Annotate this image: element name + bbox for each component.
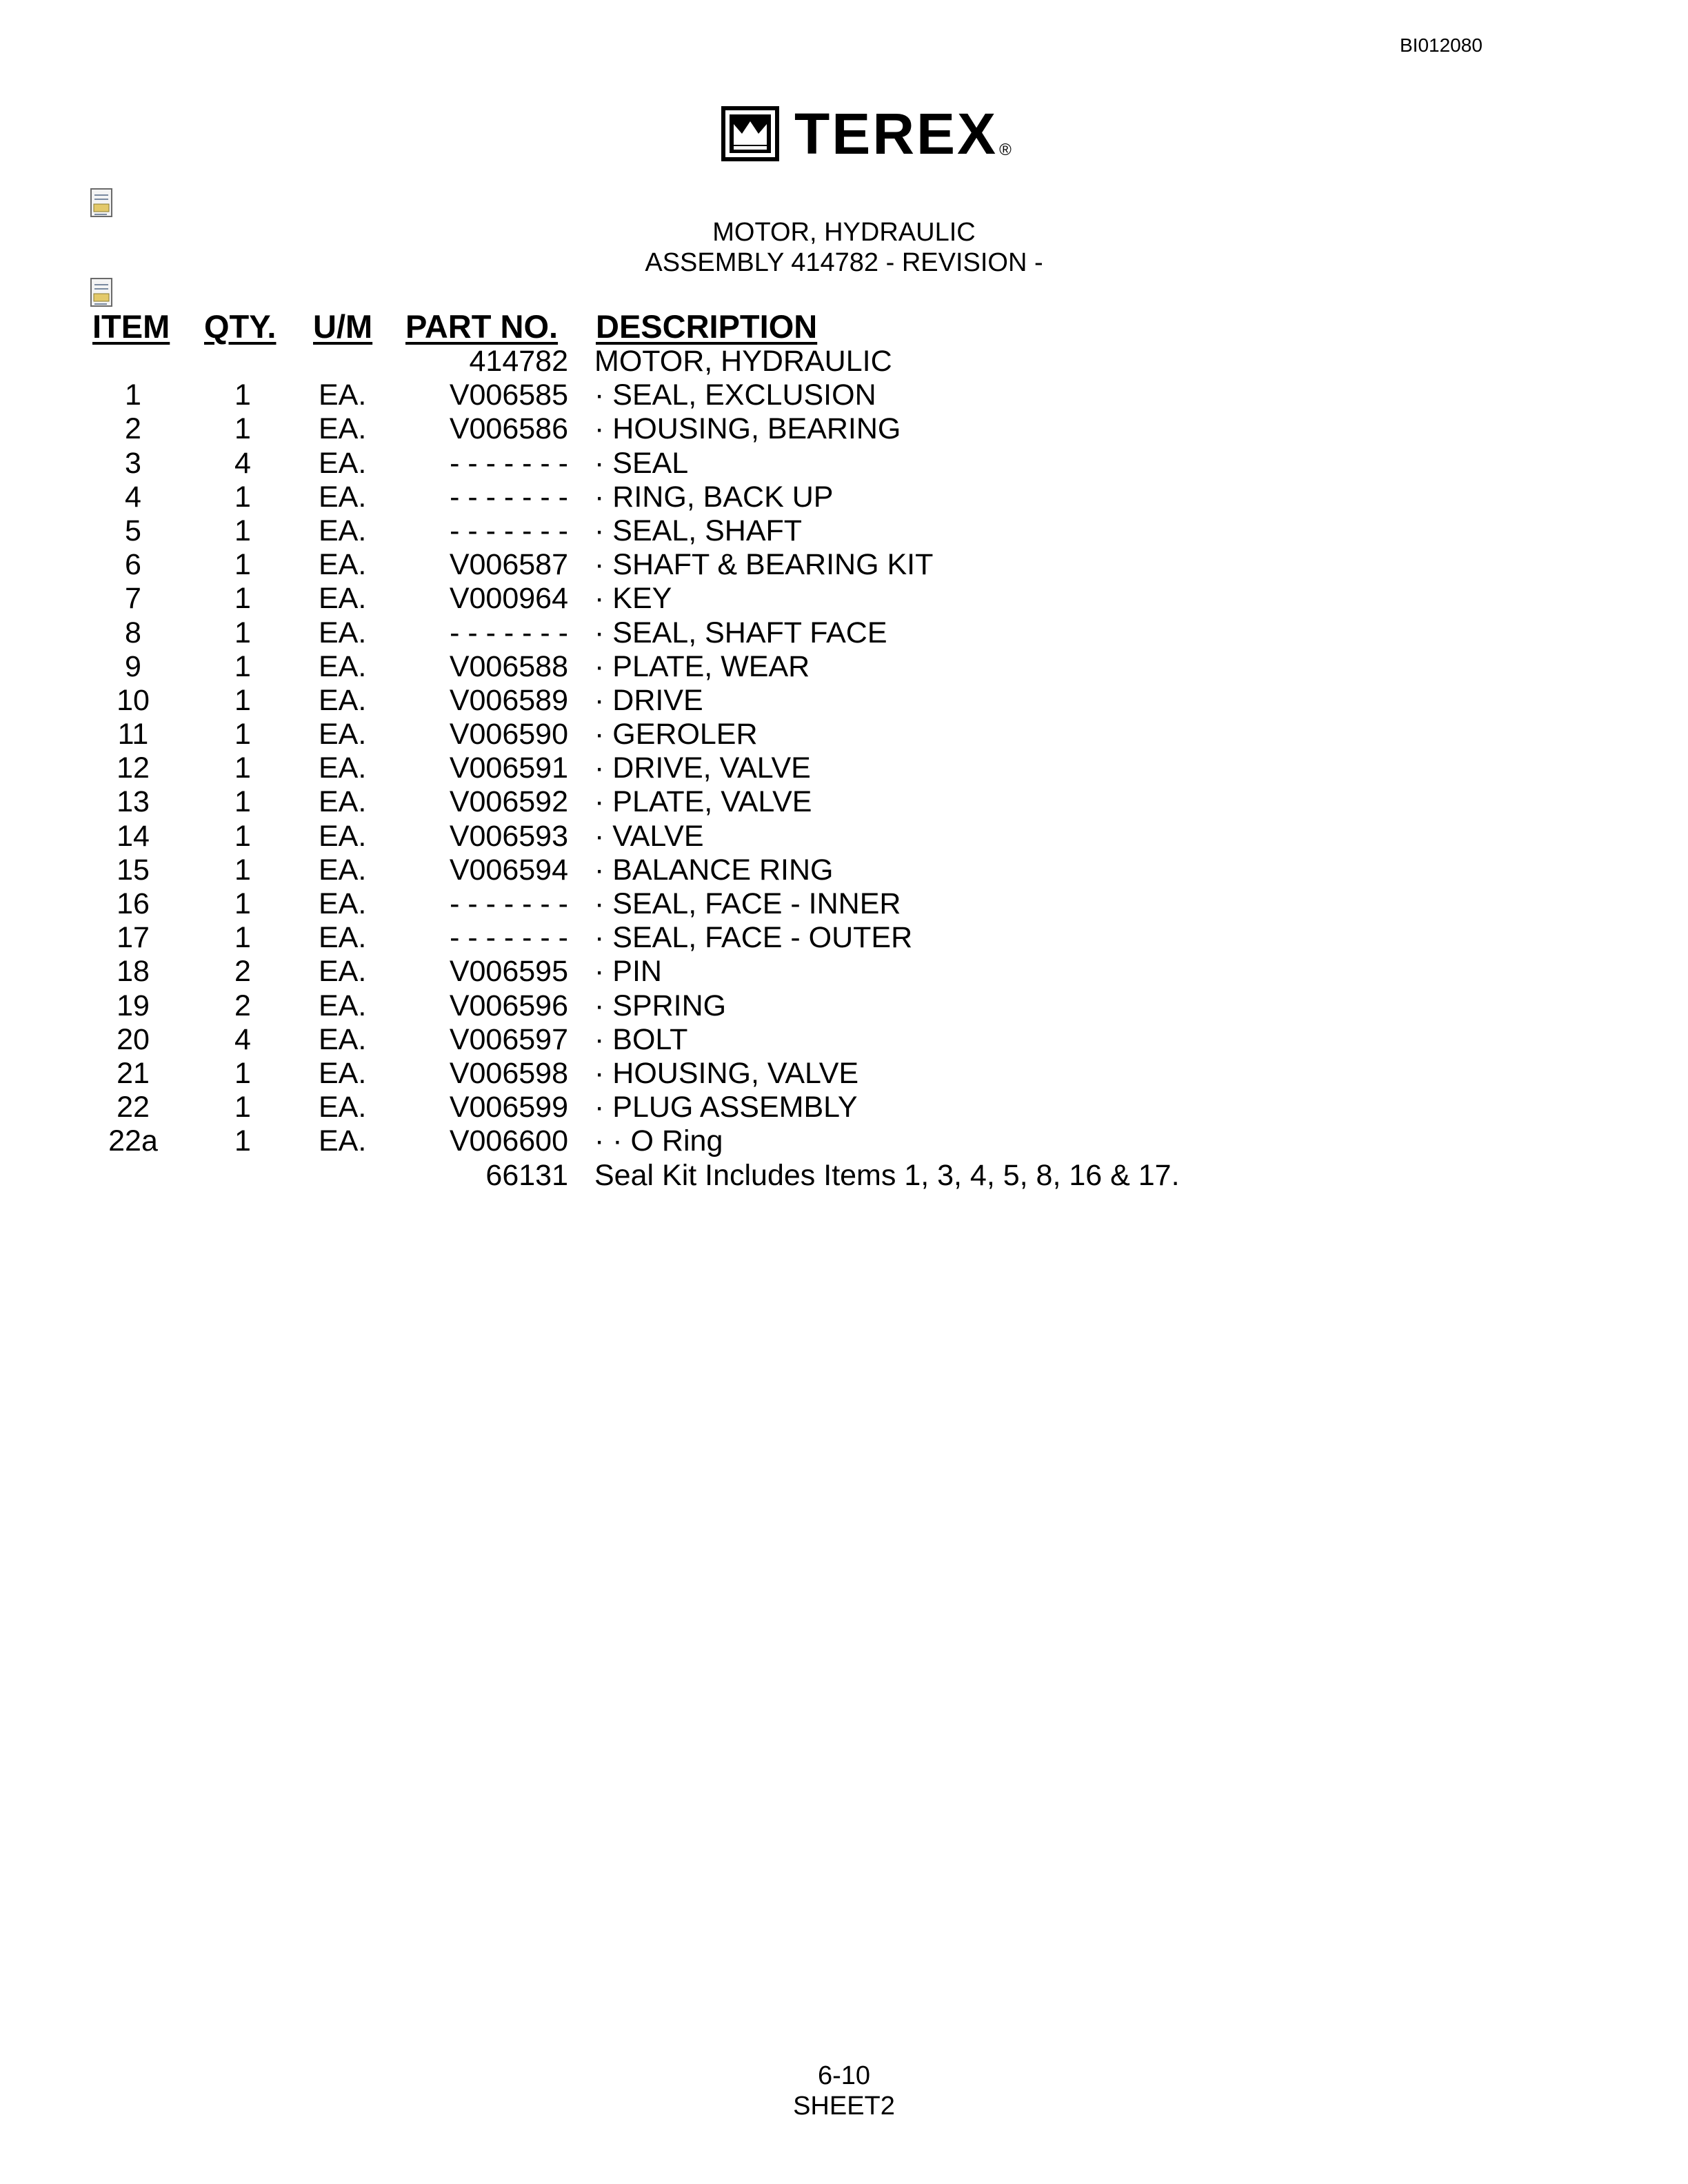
document-id: BI012080 [1400,34,1483,56]
qty-cell: 2 [234,989,251,1022]
item-cell: 19 [117,989,150,1022]
document-note-icon[interactable] [90,277,117,309]
qty-cell: 1 [234,1091,251,1124]
terex-crown-icon [721,106,779,161]
qty-cell: 4 [234,446,251,480]
item-cell: 3 [125,446,141,480]
um-cell: EA. [319,649,367,683]
item-cell: 7 [125,582,141,616]
um-cell: EA. [319,412,367,446]
part-no-cell: V006598 [449,1056,568,1090]
part-no-cell: - - - - - - - [450,887,568,920]
um-cell: EA. [319,921,367,955]
qty-cell: 1 [234,1056,251,1090]
qty-cell: 1 [234,548,251,582]
item-cell: 8 [125,616,141,649]
description-cell: · SEAL, FACE - OUTER [594,921,913,955]
um-cell: EA. [319,1056,367,1090]
part-no-cell: 414782 [469,345,568,378]
item-cell: 16 [117,887,150,920]
table-row [0,582,1688,616]
table-row [0,751,1688,785]
table-header [0,307,1688,349]
table-row [0,1057,1688,1091]
item-cell: 18 [117,955,150,989]
part-no-cell: V006597 [449,1022,568,1056]
item-cell: 1 [125,378,141,412]
qty-cell: 1 [234,718,251,751]
description-cell: · PLATE, VALVE [594,785,812,819]
part-no-cell: V006591 [449,751,568,785]
qty-cell: 1 [234,616,251,649]
description-cell: · KEY [594,582,672,616]
item-cell: 2 [125,412,141,446]
item-cell: 22a [108,1124,158,1158]
um-cell: EA. [319,582,367,616]
table-row [0,650,1688,684]
item-cell: 4 [125,480,141,514]
part-no-cell: 66131 [485,1158,568,1192]
part-no-cell: - - - - - - - [450,446,568,480]
item-cell: 5 [125,514,141,547]
description-cell: · HOUSING, BEARING [594,412,901,446]
table-row [0,820,1688,853]
qty-cell: 1 [234,1124,251,1158]
part-no-cell: V000964 [449,582,568,616]
table-row [0,345,1688,378]
description-cell: MOTOR, HYDRAULIC [594,345,892,378]
table-row [0,1124,1688,1158]
qty-cell: 1 [234,649,251,683]
item-cell: 12 [117,751,150,785]
table-row [0,447,1688,481]
item-cell: 22 [117,1091,150,1124]
part-no-cell: - - - - - - - [450,480,568,514]
part-no-cell: V006590 [449,718,568,751]
table-row [0,412,1688,446]
description-cell: · · O Ring [594,1124,723,1158]
table-row [0,887,1688,921]
table-row [0,853,1688,887]
qty-cell: 1 [234,514,251,547]
qty-cell: 1 [234,582,251,616]
table-row [0,955,1688,989]
table-row [0,718,1688,751]
description-cell: · PLATE, WEAR [594,649,810,683]
qty-cell: 1 [234,887,251,920]
description-cell: Seal Kit Includes Items 1, 3, 4, 5, 8, 16 & 17. [594,1158,1180,1192]
description-cell: · GEROLER [594,718,758,751]
registered-mark: ® [999,141,1012,159]
qty-cell: 1 [234,785,251,819]
description-cell: · PIN [594,955,662,989]
description-cell: · SEAL, SHAFT [594,514,803,547]
qty-cell: 2 [234,955,251,989]
description-cell: · VALVE [594,819,704,853]
um-cell: EA. [319,548,367,582]
um-cell: EA. [319,718,367,751]
qty-cell: 1 [234,412,251,446]
part-no-cell: V006585 [449,378,568,412]
document-note-icon[interactable] [90,188,117,219]
description-cell: · SHAFT & BEARING KIT [594,548,934,582]
um-cell: EA. [319,887,367,920]
qty-cell: 1 [234,921,251,955]
part-no-cell: V006587 [449,548,568,582]
column-header-um: U/M [313,308,373,345]
item-cell: 13 [117,785,150,819]
description-cell: · SEAL [594,446,689,480]
part-no-cell: - - - - - - - [450,616,568,649]
item-cell: 10 [117,683,150,717]
logo-wordmark: TEREX [794,101,998,166]
description-cell: · SEAL, FACE - INNER [594,887,901,920]
description-cell: · BOLT [594,1022,688,1056]
column-header-item: ITEM [92,308,170,345]
description-cell: · RING, BACK UP [594,480,834,514]
qty-cell: 1 [234,819,251,853]
um-cell: EA. [319,683,367,717]
column-header-qty: QTY. [204,308,277,345]
table-row [0,1023,1688,1057]
description-cell: · SEAL, EXCLUSION [594,378,876,412]
part-no-cell: V006600 [449,1124,568,1158]
table-row [0,616,1688,650]
qty-cell: 4 [234,1022,251,1056]
description-cell: · DRIVE [594,683,703,717]
part-no-cell: - - - - - - - [450,921,568,955]
part-no-cell: V006586 [449,412,568,446]
document-subtitle: ASSEMBLY 414782 - REVISION - [645,248,1043,277]
table-row [0,481,1688,514]
item-cell: 21 [117,1056,150,1090]
item-cell: 11 [117,718,149,751]
part-no-cell: V006592 [449,785,568,819]
qty-cell: 1 [234,751,251,785]
table-row [0,1159,1688,1193]
qty-cell: 1 [234,480,251,514]
item-cell: 15 [117,853,150,887]
item-cell: 6 [125,548,141,582]
item-cell: 17 [117,921,150,955]
parts-table [0,345,1688,1193]
um-cell: EA. [319,1022,367,1056]
description-cell: · BALANCE RING [594,853,834,887]
item-cell: 20 [117,1022,150,1056]
terex-logo [721,101,1012,166]
description-cell: · HOUSING, VALVE [594,1056,859,1090]
um-cell: EA. [319,514,367,547]
um-cell: EA. [319,446,367,480]
description-cell: · SPRING [594,989,727,1022]
table-row [0,785,1688,819]
part-no-cell: V006594 [449,853,568,887]
um-cell: EA. [319,955,367,989]
qty-cell: 1 [234,683,251,717]
um-cell: EA. [319,1091,367,1124]
column-header-description: DESCRIPTION [596,308,818,345]
column-header-part-no: PART NO. [405,308,559,345]
part-no-cell: V006599 [449,1091,568,1124]
item-cell: 9 [125,649,141,683]
um-cell: EA. [319,785,367,819]
um-cell: EA. [319,989,367,1022]
item-cell: 14 [117,819,150,853]
um-cell: EA. [319,751,367,785]
um-cell: EA. [319,480,367,514]
description-cell: · PLUG ASSEMBLY [594,1091,858,1124]
table-row [0,921,1688,955]
part-no-cell: V006593 [449,819,568,853]
table-row [0,378,1688,412]
sheet-label: SHEET2 [793,2092,895,2121]
qty-cell: 1 [234,378,251,412]
um-cell: EA. [319,1124,367,1158]
part-no-cell: - - - - - - - [450,514,568,547]
um-cell: EA. [319,616,367,649]
description-cell: · DRIVE, VALVE [594,751,811,785]
page-number: 6-10 [817,2061,871,2090]
part-no-cell: V006595 [449,955,568,989]
table-row [0,684,1688,718]
document-title: MOTOR, HYDRAULIC [712,218,976,247]
um-cell: EA. [319,819,367,853]
qty-cell: 1 [234,853,251,887]
table-row [0,1091,1688,1124]
um-cell: EA. [319,853,367,887]
table-row [0,548,1688,582]
um-cell: EA. [319,378,367,412]
part-no-cell: V006588 [449,649,568,683]
table-row [0,989,1688,1023]
part-no-cell: V006596 [449,989,568,1022]
description-cell: · SEAL, SHAFT FACE [594,616,887,649]
part-no-cell: V006589 [449,683,568,717]
table-row [0,514,1688,548]
